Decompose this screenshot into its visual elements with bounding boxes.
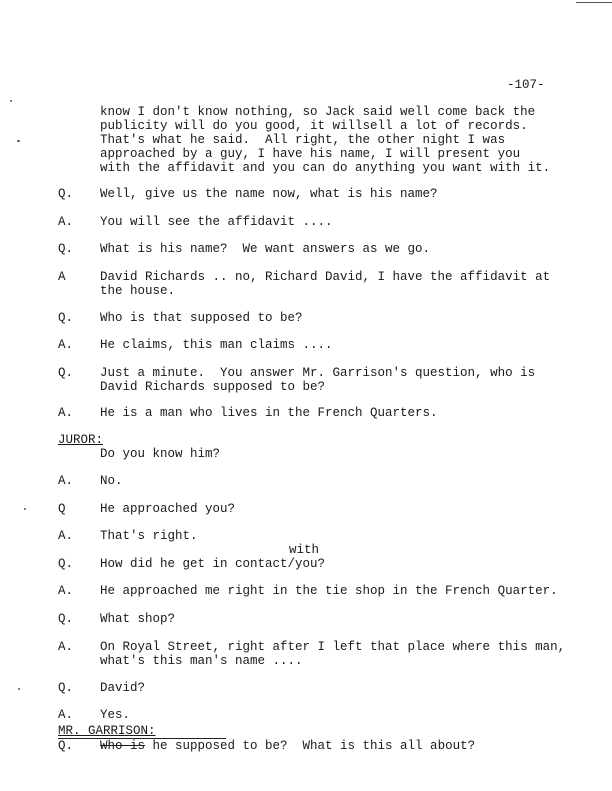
qa-label: A. (58, 640, 74, 654)
qa-label: A. (58, 708, 74, 722)
qa-label: Q (58, 502, 66, 516)
struck-text: Who is (100, 739, 146, 753)
qa-text: What shop? (100, 612, 176, 626)
qa-text: He is a man who lives in the French Quarters. (100, 406, 438, 420)
qa-text: He approached me right in the tie shop in the French Quarter. (100, 584, 558, 598)
scan-speck (18, 688, 20, 690)
juror-question: Do you know him? (100, 447, 221, 461)
qa-text: He approached you? (100, 502, 236, 516)
qa-text: what's this man's name .... (100, 654, 303, 668)
qa-label: A. (58, 529, 74, 543)
qa-label: Q. (58, 187, 74, 201)
scan-speck (24, 508, 26, 510)
qa-label: A. (58, 584, 74, 598)
qa-label: A. (58, 406, 74, 420)
qa-text: What is his name? We want answers as we go. (100, 242, 431, 256)
continuation-line: with the affidavit and you can do anything you want with it. (100, 161, 551, 175)
qa-label: A. (58, 215, 74, 229)
qa-text: He claims, this man claims .... (100, 338, 333, 352)
qa-label: Q. (58, 311, 74, 325)
qa-text: the house. (100, 284, 176, 298)
qa-text: Yes. (100, 708, 131, 722)
qa-label: Q. (58, 612, 74, 626)
qa-label: Q. (58, 557, 74, 571)
speaker-garrison: MR. GARRISON: (58, 724, 156, 738)
qa-text: David Richards .. no, Richard David, I have the affidavit at (100, 270, 551, 284)
qa-text: Well, give us the name now, what is his name? (100, 187, 438, 201)
continuation-line: publicity will do you good, it willsell a lot of records. (100, 119, 528, 133)
qa-text: How did he get in contact/you? (100, 557, 326, 571)
qa-text: No. (100, 474, 123, 488)
qa-text: On Royal Street, right after I left that place where this man, (100, 640, 566, 654)
qa-label: Q. (58, 242, 74, 256)
qa-label: Q. (58, 739, 74, 753)
handwritten-insert: with (289, 543, 320, 557)
speaker-juror: JUROR: (58, 433, 104, 447)
page-number: -107- (507, 78, 545, 92)
top-edge-mark (576, 2, 612, 3)
qa-label: A (58, 270, 66, 284)
qa-label: A. (58, 474, 74, 488)
continuation-line: know I don't know nothing, so Jack said well come back the (100, 105, 536, 119)
scan-speck (17, 140, 20, 142)
scan-speck (10, 100, 12, 102)
qa-text: David? (100, 681, 146, 695)
continuation-line: That's what he said. All right, the other night I was (100, 133, 506, 147)
qa-label: A. (58, 338, 74, 352)
qa-label: Q. (58, 366, 74, 380)
qa-label: Q. (58, 681, 74, 695)
qa-text: You will see the affidavit .... (100, 215, 333, 229)
continuation-line: approached by a guy, I have his name, I will present you (100, 147, 521, 161)
qa-text-rest: he supposed to be? What is this all about? (145, 739, 476, 753)
qa-text (100, 739, 475, 753)
qa-text: David Richards supposed to be? (100, 380, 326, 394)
qa-text: Just a minute. You answer Mr. Garrison's question, who is (100, 366, 536, 380)
qa-text: Who is that supposed to be? (100, 311, 303, 325)
qa-text: That's right. (100, 529, 198, 543)
